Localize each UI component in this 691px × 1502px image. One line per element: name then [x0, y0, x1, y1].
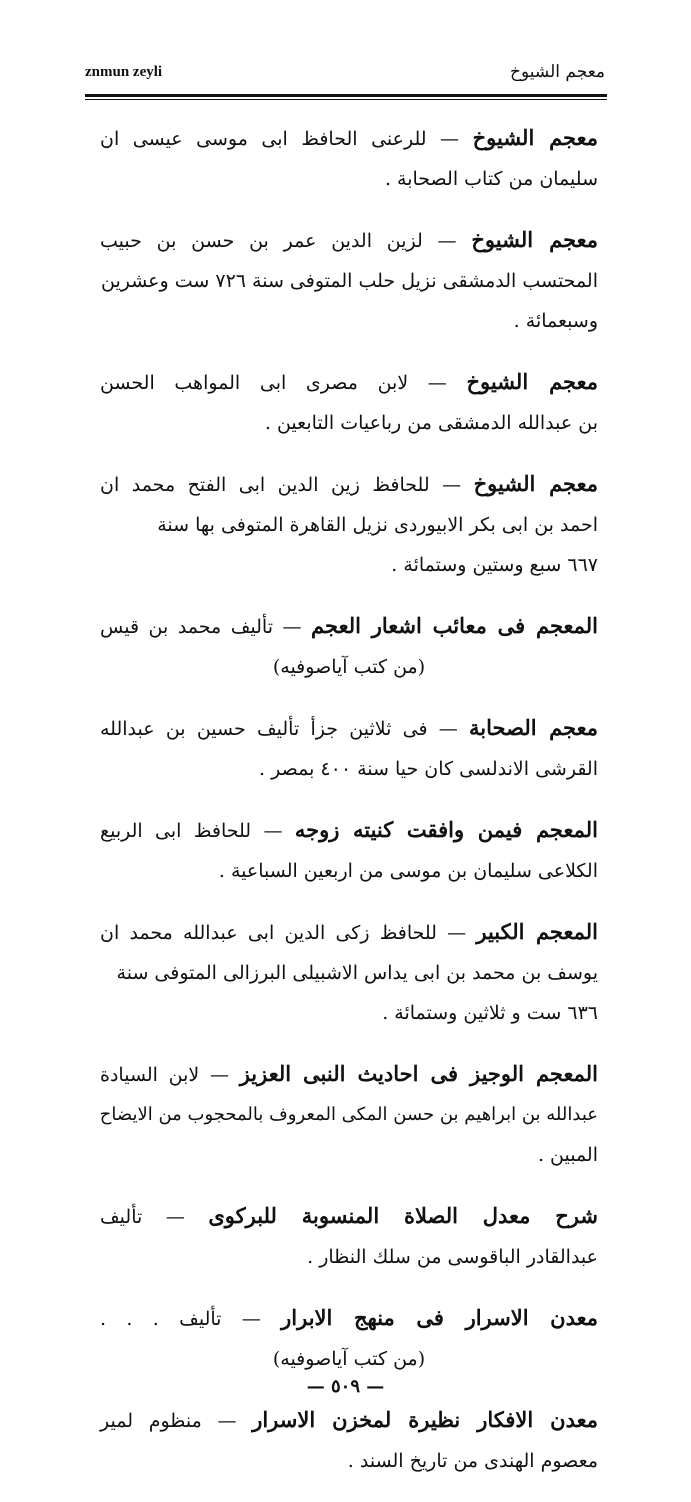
entry-line: ٦٣٦ ست و ثلاثين وستمائة .	[382, 1002, 598, 1024]
entry-line: الكلاعى سليمان بن موسى من اربعين السباعية .	[218, 860, 598, 882]
entry-title: المعجم فيمن وافقت كنيته زوجه	[294, 817, 598, 842]
entry	[100, 1400, 598, 1481]
entry	[100, 362, 598, 443]
entry-text: — تأليف	[100, 1206, 209, 1228]
entry-line	[100, 1400, 598, 1441]
entry	[100, 810, 598, 891]
entry-line: معصوم الهندى من تاريخ السند .	[347, 1450, 598, 1472]
entry-line	[100, 464, 598, 505]
entry-title: معدن الاسرار فى منهج الابرار	[281, 1305, 598, 1330]
entry-line	[100, 912, 598, 953]
entry-line	[100, 1054, 598, 1095]
page-header	[85, 62, 605, 90]
entry-line: ٦٦٧ سبع وستين وستمائة .	[391, 554, 598, 576]
entry	[100, 708, 598, 789]
entry-line: وسبعمائة .	[513, 310, 598, 332]
entry	[100, 912, 598, 1033]
entry-line	[100, 118, 598, 159]
entry-title: المعجم فى معائب اشعار العجم	[311, 613, 599, 638]
entry-text: — للحافظ زكى الدين ابى عبدالله محمد ان	[100, 922, 477, 944]
entry-line: احمد بن ابى بكر الابيوردى نزيل القاهرة المتوفى بها سنة	[157, 514, 598, 536]
entry-text: — تأليف محمد بن قيس	[100, 616, 312, 638]
entry-title: معدن الافكار نظيرة لمخزن الاسرار	[252, 1407, 599, 1432]
entry	[100, 220, 598, 341]
header-rule-thin	[85, 99, 607, 100]
header-running-title: معجم الشيوخ	[510, 62, 605, 82]
entry-text: — لزين الدين عمر بن حسن بن حبيب	[100, 230, 472, 252]
entry-line	[100, 708, 598, 749]
entry	[100, 1054, 598, 1175]
entry-line: عبدالقادر الباقوسى من سلك النظار .	[307, 1246, 598, 1268]
entry-title: شرح معدل الصلاة المنسوبة للبركوى	[208, 1203, 598, 1228]
entry-line: عبدالله بن ابراهيم بن حسن المكى المعروف بالمحجوب من الايضاح	[99, 1104, 598, 1125]
header-rule-thick	[85, 94, 607, 97]
entry-title: المعجم الوجيز فى احاديث النبى العزيز	[239, 1061, 598, 1086]
entry-line: المحتسب الدمشقى نزيل حلب المتوفى سنة ٧٢٦ ست وعشرين	[101, 270, 598, 292]
entry-line: (من كتب آياصوفيه)	[272, 1348, 426, 1370]
entry-title: معجم الشيوخ	[471, 227, 599, 252]
entry	[100, 464, 598, 585]
header-left-text: znmun zeyli	[85, 64, 163, 80]
entry-title: معجم الشيوخ	[466, 369, 598, 394]
page-number: — ٥٠٩ —	[306, 1376, 385, 1397]
entry-text: — فى ثلاثين جزأ تأليف حسين بن عبدالله	[100, 718, 470, 740]
entry-text: — للحافظ زين الدين ابى الفتح محمد ان	[100, 474, 474, 496]
entry-title: معجم الصحابة	[469, 715, 598, 740]
entry-line	[100, 362, 598, 403]
entry-text: — لابن السيادة	[100, 1064, 240, 1086]
entry-title: المعجم الكبير	[476, 919, 598, 944]
entry	[100, 118, 598, 199]
entry	[100, 1298, 598, 1379]
entry-line: المبين .	[537, 1144, 598, 1166]
entries-list	[100, 118, 598, 1502]
entry-text: — لابن مصرى ابى المواهب الحسن	[100, 372, 467, 394]
entry-line	[100, 1298, 598, 1339]
entry-line: سليمان من كتاب الصحابة .	[384, 168, 598, 190]
entry	[100, 1196, 598, 1277]
entry-line: (من كتب آياصوفيه)	[272, 656, 426, 678]
entry-title: معجم الشيوخ	[473, 471, 598, 496]
entry-line	[100, 1196, 598, 1237]
entry-line: يوسف بن محمد بن ابى يداس الاشبيلى البرزالى المتوفى سنة	[116, 962, 598, 984]
entry-line: القرشى الاندلسى كان حيا سنة ٤٠٠ بمصر .	[259, 758, 598, 780]
entry-line	[100, 220, 598, 261]
entry-text: — للحافظ ابى الربيع	[100, 820, 295, 842]
entry-text: — تأليف . . .	[100, 1308, 282, 1330]
entry	[100, 606, 598, 687]
entry-title: معجم الشيوخ	[472, 125, 598, 150]
entry-text: — للرعنى الحافظ ابى موسى عيسى ان	[100, 128, 473, 150]
entry-line: بن عبدالله الدمشقى من رباعيات التابعين .	[264, 412, 598, 434]
entry-text: — منظوم لمير	[100, 1410, 253, 1432]
entry-line	[100, 810, 598, 851]
entry-line	[100, 606, 598, 647]
